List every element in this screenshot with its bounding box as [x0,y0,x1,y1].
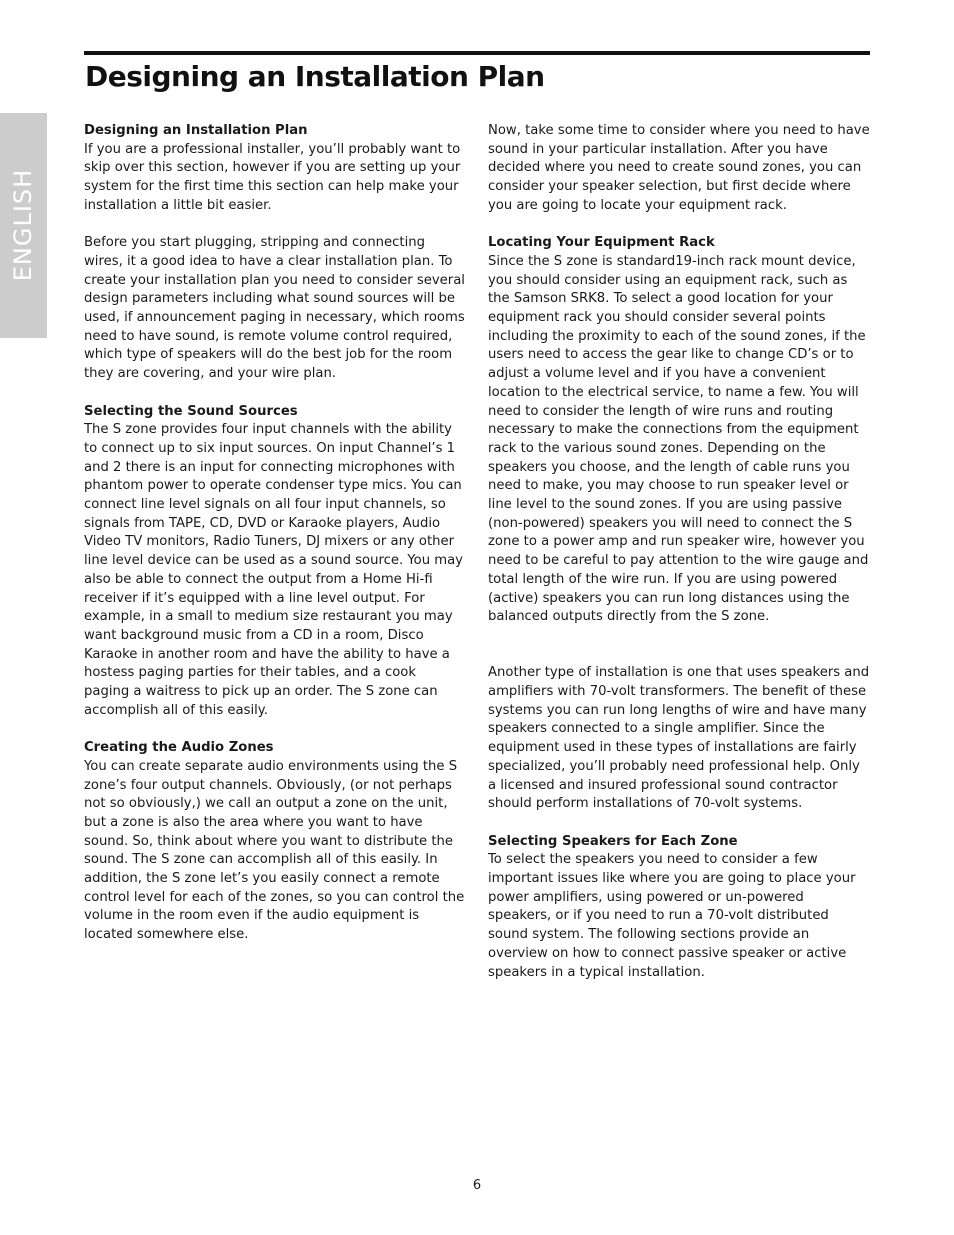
section-heading-audio-zones: Creating the Audio Zones [84,740,274,756]
page-title: Designing an Installation Plan [85,60,545,93]
header-rule [84,51,870,55]
paragraph: Since the S zone is standard19-inch rack mount device, you should consider using an equipment rack, such as the Samson SRK8. To select a good location for your equipment rack you should consider several points including the proximity to each of the sound zones, if the users need to access the gear like to change CD’s or to adjust a volume level and if you have a convenient location to the electrical service, to name a few. You will need to consider the length of wire runs and routing necessary to make the connections from the equipment rack to the various sound zones. Depending on the speakers you choose, and the length of cable runs you need to make, you may choose to run speaker level or line level to the sound zones. If you are using passive (non-powered) speakers you will need to connect the S zone to a power amp and run speaker wire, however you need to be careful to pay attention to the wire gauge and total length of the wire run. If you are using powered (active) speakers you can run long distances using the balanced outputs directly from the S zone. [488,253,869,625]
left-column [84,122,465,945]
language-tab-label: ENGLISH [9,168,37,282]
right-column [488,122,871,982]
language-tab [0,113,47,338]
paragraph: The S zone provides four input channels with the ability to connect up to six input sources. On input Channel’s 1 and 2 there is an input for connecting microphones with phantom power to operate condenser type mics. You can connect line level signals on all four input channels, so signals from TAPE, CD, DVD or Karaoke players, Audio Video TV monitors, Radio Tuners, DJ mixers or any other line level device can be used as a sound source. You may also be able to connect the output from a Home Hi-fi receiver if it’s equipped with a line level output. For example, in a small to medium size restaurant you may want background music from a CD in a room, Disco Karaoke in another room and have the ability to have a hostess paging parties for their tables, and a cook paging a waitress to pick up an order. The S zone can accomplish all of this easily. [84,422,463,718]
section-heading-equipment-rack: Locating Your Equipment Rack [488,235,715,251]
section-heading-installation-plan: Designing an Installation Plan [84,123,308,138]
paragraph: If you are a professional installer, you’ll probably want to skip over this section, however if you are setting up your system for the first time this section can help make your installation a little bit easier. [84,141,461,213]
page-number: 6 [472,1178,482,1193]
section-heading-sound-sources: Selecting the Sound Sources [84,403,298,419]
paragraph: You can create separate audio environments using the S zone’s four output channels. Obviously, (or not perhaps not so obviously,) we call an output a zone on the unit, but a zone is also the area where you want to have sound. So, think about where you want to distribute the sound. The S zone can accomplish all of this easily. In addition, the S zone let’s you easily connect a remote control level for each of the zones, so you can control the volume in the room even if the audio equipment is located somewhere else. [84,758,465,943]
paragraph: Now, take some time to consider where you need to have sound in your particular installation. After you have decided where you need to create sound zones, you can consider your speaker selection, but first decide where you are going to locate your equipment rack. [488,123,870,213]
paragraph: Another type of installation is one that uses speakers and amplifiers with 70-volt transformers. The benefit of these systems you can run long lengths of wire and have many speakers connected to a single amplifier. Since the equipment used in these types of installations are fairly specialized, you’ll probably need professional help. Only a licensed and insured professional sound contractor should perform installations of 70-volt systems. [488,665,870,812]
paragraph: To select the speakers you need to consider a few important issues like where you are going to place your power amplifiers, using powered or un-powered speakers, or if you need to run a 70-volt distributed sound system. The following sections provide an overview on how to connect passive speaker or active speakers in a typical installation. [488,852,856,980]
section-heading-selecting-speakers: Selecting Speakers for Each Zone [488,833,738,849]
paragraph: Before you start plugging, stripping and connecting wires, it a good idea to have a clear installation plan. To create your installation plan you need to consider several design parameters including what sound sources will be used, if announcement paging in necessary, which rooms need to have sound, is remote volume control required, which type of speakers will do the best job for the room they are covering, and your wire plan. [84,235,465,382]
